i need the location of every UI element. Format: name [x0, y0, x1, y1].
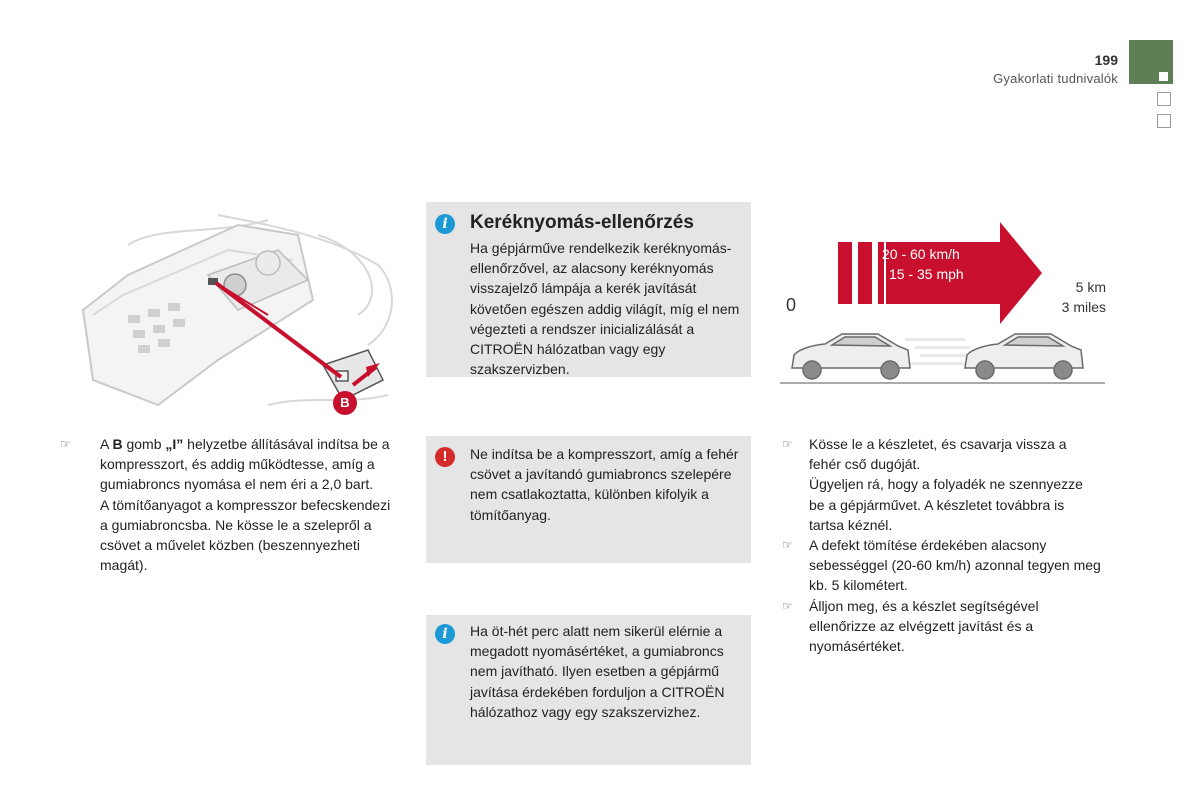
- distance-start-label: 0: [786, 295, 797, 315]
- pointing-hand-icon: ☞: [782, 598, 793, 613]
- step-prefix: A: [100, 436, 113, 452]
- instruction-item: [782, 596, 1102, 657]
- warning-box-body: Ne indítsa be a kompresszort, amíg a fehér csövet a javítandó gumiabroncs szelepére nem csatlakoztatta, különben kifolyik a tömítőanyag.: [470, 446, 739, 523]
- section-title: Gyakorlati tudnivalók: [993, 71, 1118, 86]
- pointing-hand-icon: ☞: [782, 538, 793, 553]
- distance-miles-label: 3 miles: [1061, 299, 1106, 315]
- info-box-title: Keréknyomás-ellenőrzés: [470, 212, 694, 233]
- step-followup: A tömítőanyagot a kompresszor befecskendezi a gumiabroncsba. Ne kösse le a szelepről a csövet a művelet közben (beszennyezheti magát).: [100, 496, 391, 574]
- warning-icon: !: [435, 447, 455, 467]
- distance-km-label: 5 km: [1075, 279, 1106, 295]
- warning-box: [426, 436, 751, 563]
- page-number: 199: [1094, 52, 1118, 68]
- left-instructions: [60, 434, 400, 575]
- section-tab-box-2: [1157, 114, 1171, 128]
- pointing-hand-icon: ☞: [60, 437, 71, 451]
- instruction-item: [60, 434, 400, 575]
- info-box-repair-body: Ha öt-hét perc alatt nem sikerül elérnie a megadott nyomásértéket, a gumiabroncs nem javítható. Ilyen esetben a gépjármű javítása érdekében forduljon a CITROËN hálózathoz vagy egy szakszervizhez.: [470, 623, 725, 720]
- pointing-hand-icon: ☞: [782, 437, 793, 451]
- callout-b-badge: B: [333, 391, 357, 415]
- instruction-note: Ügyeljen rá, hogy a folyadék ne szennyezze be a gépjárművet. A készletet továbbra is tartsa kéznél.: [809, 476, 1083, 533]
- compressor-kit-illustration: [68, 205, 408, 425]
- instruction-text: A defekt tömítése érdekében alacsony sebességgel (20-60 km/h) azonnal tegyen meg kb. 5 kilométert.: [809, 537, 1101, 594]
- right-instructions: [782, 434, 1102, 656]
- instruction-item: [782, 434, 1102, 535]
- step-button-label: B: [112, 436, 123, 452]
- instruction-text: Kösse le a készletet, és csavarja vissza a fehér cső dugóját.: [809, 436, 1067, 473]
- info-icon: i: [435, 214, 455, 234]
- car-2: [965, 334, 1083, 379]
- section-tab-box-1: [1157, 92, 1171, 106]
- step-rest: helyzetbe állításával indítsa be a kompresszort, és addig működtesse, amíg a gumiabroncs nyomása el nem éri a 2,0 bart.: [100, 436, 390, 493]
- info-box-repair: [426, 615, 751, 765]
- info-box-body: Ha gépjárműve rendelkezik keréknyomás-ellenőrzővel, az alacsony keréknyomás visszajelző lámpája a kerék javítását követően egészen addig világít, míg el nem végezteti a rendszer inicializálását a CITROËN hálózatban vagy egy szakszervizben.: [470, 240, 740, 378]
- car-1: [792, 334, 910, 379]
- info-icon: i: [435, 624, 455, 644]
- speed-mph-label: 15 - 35 mph: [889, 266, 964, 282]
- instruction-text: Álljon meg, és a készlet segítségével ellenőrizze az elvégzett javítást és a nyomásértéket.: [809, 597, 1039, 655]
- step-position-label: „I”: [165, 436, 184, 452]
- section-tab-marker: [1159, 72, 1168, 81]
- step-middle: gomb: [122, 436, 166, 452]
- speed-kmh-label: 20 - 60 km/h: [882, 246, 960, 262]
- info-box-pressure: [426, 202, 751, 377]
- instruction-item: [782, 535, 1102, 596]
